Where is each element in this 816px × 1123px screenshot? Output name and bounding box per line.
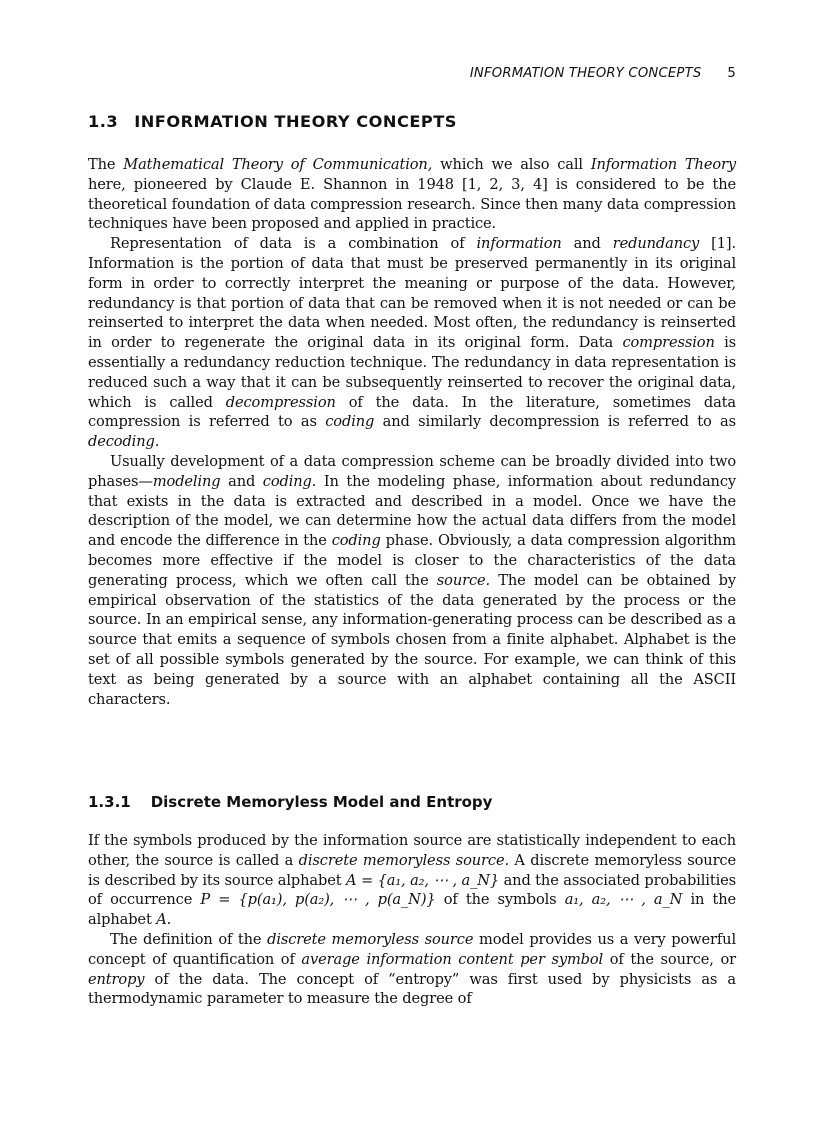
- math-probabilities: P = {p(a₁), p(a₂), ⋯ , p(a_N)}: [200, 891, 436, 909]
- subsection-title: Discrete Memoryless Model and Entropy: [150, 793, 493, 811]
- paragraph-entropy: The definition of the discrete memoryless source model provides us a very powerful concept of quantification of average information content per symbol of the source, or entropy of the data. The concept of “entropy” was first used by physicists as a thermodynamic parameter to measure the degree of: [88, 930, 736, 1008]
- page-number: 5: [727, 66, 736, 81]
- paragraph-memoryless-source: If the symbols produced by the information source are statistically independent to each other, the source is called a discrete memoryless source. A discrete memoryless source is described by its source alphabet A = {a₁, a₂, ⋯ , a_N} and the associated probabilities of occurrence P = {p(a₁), p(a₂), ⋯ , p(a_N)} of the symbols a₁, a₂, ⋯ , a_N in the alphabet A.: [88, 832, 737, 929]
- paragraph-modeling-coding: Usually development of a data compression scheme can be broadly divided into two phases—modeling and coding. In the modeling phase, information about redundancy that exists in the data is extracted and described in a model. Once we have the description of the model, we can determine how the actual data differs from the model and encode the difference in the coding phase. Obviously, a data compression algorithm becomes more effective if the model is closer to the characteristics of the data generating process, which we often call the source. The model can be obtained by empirical observation of the statistics of the data generated by the process or the source. In an empirical sense, any information-generating process can be described as a source that emits a sequence of symbols chosen from a finite alphabet. Alphabet is the set of all possible symbols generated by the source. For example, we can think of this text as being generated by a source with an alphabet containing all the ASCII characters.: [88, 452, 736, 708]
- section-heading: [88, 112, 457, 131]
- running-header: [88, 66, 736, 81]
- math-symbols: a₁, a₂, ⋯ , a_N: [564, 891, 683, 909]
- section-body: [88, 155, 736, 709]
- running-title: INFORMATION THEORY CONCEPTS: [469, 66, 702, 81]
- section-title: INFORMATION THEORY CONCEPTS: [134, 112, 457, 131]
- math-alphabet: A = {a₁, a₂, ⋯ , a_N}: [346, 871, 500, 889]
- subsection-number: 1.3.1: [88, 793, 131, 811]
- subsection-body: [88, 831, 736, 1009]
- subsection-heading: [88, 793, 492, 811]
- paragraph-intro: The Mathematical Theory of Communication, which we also call Information Theory here, pioneered by Claude E. Shannon in 1948 [1, 2, 3, 4] is considered to be the theoretical foundation of data compression research. Since then many data compression techniques have been proposed and applied in practice.: [88, 156, 736, 233]
- paragraph-redundancy: Representation of data is a combination of information and redundancy [1]. Information is the portion of data that must be preserved permanently in its original form in order to correctly interpret the meaning or purpose of the data. However, redundancy is that portion of data that can be removed when it is not needed or can be reinserted to interpret the data when needed. Most often, the redundancy is reinserted in order to regenerate the original data in its original form. Data compression is essentially a redundancy reduction technique. The redundancy in data representation is reduced such a way that it can be subsequently reinserted to recover the original data, which is called decompression of the data. In the literature, sometimes data compression is referred to as coding and similarly decompression is referred to as decoding.: [88, 235, 736, 451]
- section-number: 1.3: [88, 112, 119, 131]
